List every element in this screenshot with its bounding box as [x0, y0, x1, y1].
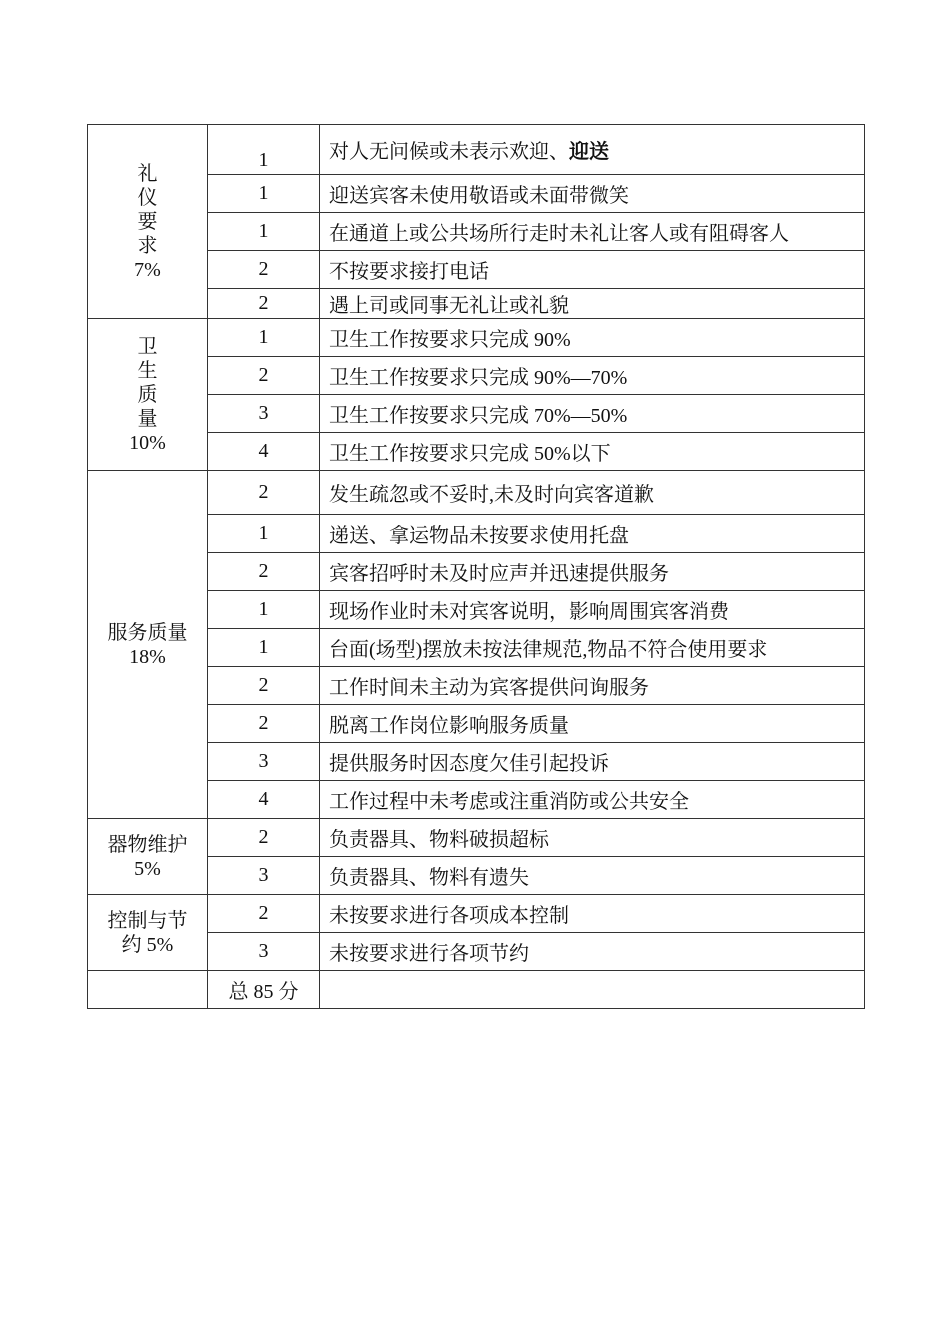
description-cell: 工作时间未主动为宾客提供问询服务	[320, 667, 865, 705]
points-cell: 3	[208, 933, 320, 971]
description-text: 对人无问候或未表示欢迎、	[329, 141, 569, 163]
category-label-line: 礼	[137, 162, 158, 185]
description-cell: 不按要求接打电话	[320, 251, 865, 289]
category-hygiene-cell	[88, 319, 208, 471]
points-cell: 2	[208, 471, 320, 515]
description-cell: 发生疏忽或不妥时,未及时向宾客道歉	[320, 471, 865, 515]
table-row-total	[88, 971, 865, 1009]
description-cell: 卫生工作按要求只完成 90%	[320, 319, 865, 357]
total-points-cell: 总 85 分	[208, 971, 320, 1009]
category-label-line: 要	[137, 210, 158, 233]
points-cell: 2	[208, 667, 320, 705]
points-cell: 2	[208, 251, 320, 289]
points-cell: 3	[208, 395, 320, 433]
points-cell: 4	[208, 433, 320, 471]
points-cell: 3	[208, 743, 320, 781]
category-label-line: 服务质量	[107, 621, 188, 644]
category-equipment-cell	[88, 819, 208, 895]
description-cell: 卫生工作按要求只完成 70%—50%	[320, 395, 865, 433]
description-cell: 工作过程中未考虑或注重消防或公共安全	[320, 781, 865, 819]
points-cell: 1	[208, 125, 320, 175]
description-cell: 台面(场型)摆放未按法律规范,物品不符合使用要求	[320, 629, 865, 667]
description-cell: 负责器具、物料破损超标	[320, 819, 865, 857]
points-cell: 2	[208, 357, 320, 395]
category-weight: 7%	[134, 258, 161, 281]
deduction-score-table	[87, 124, 865, 1009]
points-cell: 4	[208, 781, 320, 819]
description-cell	[320, 125, 865, 175]
description-cell: 脱离工作岗位影响服务质量	[320, 705, 865, 743]
description-cell: 提供服务时因态度欠佳引起投诉	[320, 743, 865, 781]
points-cell: 1	[208, 319, 320, 357]
category-weight: 约 5%	[121, 933, 174, 956]
points-cell: 2	[208, 895, 320, 933]
category-label-line: 求	[137, 234, 158, 257]
category-label-line: 仪	[137, 186, 158, 209]
category-cost-control-cell	[88, 895, 208, 971]
table-row	[88, 819, 865, 857]
category-label-line: 控制与节	[107, 909, 188, 932]
description-cell: 未按要求进行各项成本控制	[320, 895, 865, 933]
description-cell: 负责器具、物料有遗失	[320, 857, 865, 895]
points-cell: 2	[208, 289, 320, 319]
category-label-line: 质	[137, 383, 158, 406]
category-label-line: 生	[137, 359, 158, 382]
category-weight: 10%	[129, 431, 166, 454]
category-label-line: 器物维护	[107, 833, 188, 856]
points-cell: 3	[208, 857, 320, 895]
total-description-cell	[320, 971, 865, 1009]
description-cell: 未按要求进行各项节约	[320, 933, 865, 971]
table-row	[88, 471, 865, 515]
table-row	[88, 125, 865, 175]
description-cell: 遇上司或同事无礼让或礼貌	[320, 289, 865, 319]
points-cell: 1	[208, 515, 320, 553]
points-cell: 1	[208, 629, 320, 667]
description-cell: 在通道上或公共场所行走时未礼让客人或有阻碍客人	[320, 213, 865, 251]
description-cell: 卫生工作按要求只完成 50%以下	[320, 433, 865, 471]
category-weight: 18%	[129, 645, 166, 668]
points-cell: 1	[208, 175, 320, 213]
points-cell: 1	[208, 213, 320, 251]
description-cell: 递送、拿运物品未按要求使用托盘	[320, 515, 865, 553]
total-category-cell	[88, 971, 208, 1009]
description-cell: 宾客招呼时未及时应声并迅速提供服务	[320, 553, 865, 591]
points-cell: 1	[208, 591, 320, 629]
description-cell: 迎送宾客未使用敬语或未面带微笑	[320, 175, 865, 213]
points-cell: 2	[208, 553, 320, 591]
points-cell: 2	[208, 819, 320, 857]
points-cell: 2	[208, 705, 320, 743]
category-service-cell	[88, 471, 208, 819]
category-weight: 5%	[134, 857, 161, 880]
category-label-line: 量	[137, 407, 158, 430]
category-etiquette-cell	[88, 125, 208, 319]
table-row	[88, 895, 865, 933]
description-bold-text: 迎送	[569, 141, 609, 163]
description-cell: 卫生工作按要求只完成 90%—70%	[320, 357, 865, 395]
description-cell: 现场作业时未对宾客说明，影响周围宾客消费	[320, 591, 865, 629]
table-row	[88, 319, 865, 357]
category-label-line: 卫	[137, 335, 158, 358]
